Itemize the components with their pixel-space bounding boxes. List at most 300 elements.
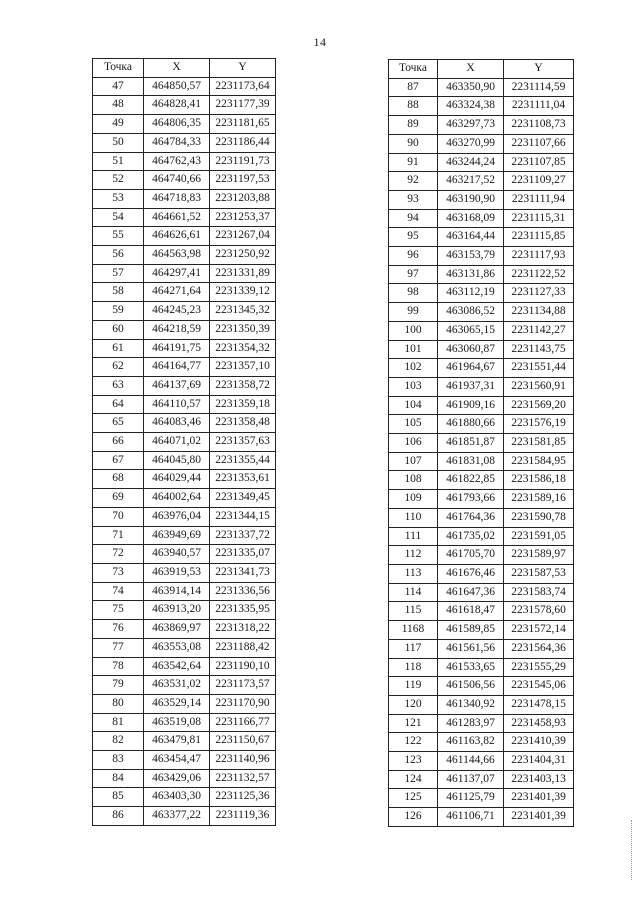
- table-row: [389, 247, 574, 266]
- x-cell: 463542,64: [144, 657, 210, 676]
- y-cell: 2231181,65: [210, 115, 276, 134]
- point-cell: 87: [389, 78, 438, 97]
- x-cell: 463190,90: [438, 190, 504, 209]
- y-cell: 2231188,42: [210, 638, 276, 657]
- x-cell: 463429,06: [144, 769, 210, 788]
- point-cell: 77: [93, 638, 144, 657]
- x-cell: 464784,33: [144, 133, 210, 152]
- table-row: [93, 563, 276, 582]
- table-row: [93, 433, 276, 452]
- y-cell: 2231253,37: [210, 208, 276, 227]
- x-cell: 464191,75: [144, 339, 210, 358]
- x-cell: 461880,66: [438, 415, 504, 434]
- x-cell: 464245,23: [144, 302, 210, 321]
- x-cell: 461137,07: [438, 770, 504, 789]
- y-cell: 2231109,27: [504, 172, 574, 191]
- x-cell: 463553,08: [144, 638, 210, 657]
- y-cell: 2231335,07: [210, 545, 276, 564]
- point-cell: 61: [93, 339, 144, 358]
- y-cell: 2231359,18: [210, 395, 276, 414]
- point-cell: 80: [93, 694, 144, 713]
- scan-edge-marks: [631, 820, 634, 880]
- x-cell: 464164,77: [144, 358, 210, 377]
- x-cell: 464083,46: [144, 414, 210, 433]
- table-row: [93, 638, 276, 657]
- table-row: [389, 789, 574, 808]
- y-cell: 2231134,88: [504, 303, 574, 322]
- table-row: [389, 359, 574, 378]
- point-cell: 111: [389, 527, 438, 546]
- y-cell: 2231591,05: [504, 527, 574, 546]
- point-cell: 78: [93, 657, 144, 676]
- x-cell: 463869,97: [144, 620, 210, 639]
- x-cell: 463270,99: [438, 134, 504, 153]
- table-row: [93, 451, 276, 470]
- x-cell: 463454,47: [144, 751, 210, 770]
- table-row: [389, 564, 574, 583]
- table-row: [93, 77, 276, 96]
- table-row: [389, 639, 574, 658]
- table-row: [389, 377, 574, 396]
- table-row: [389, 452, 574, 471]
- y-cell: 2231410,39: [504, 733, 574, 752]
- y-cell: 2231357,63: [210, 433, 276, 452]
- table-row: [389, 490, 574, 509]
- table-row: [389, 714, 574, 733]
- y-cell: 2231173,57: [210, 676, 276, 695]
- point-cell: 59: [93, 302, 144, 321]
- point-cell: 94: [389, 209, 438, 228]
- table-row: [93, 376, 276, 395]
- table-row: [93, 339, 276, 358]
- point-cell: 51: [93, 152, 144, 171]
- header-y: Y: [210, 59, 276, 78]
- point-cell: 76: [93, 620, 144, 639]
- y-cell: 2231335,95: [210, 601, 276, 620]
- y-cell: 2231318,22: [210, 620, 276, 639]
- point-cell: 73: [93, 563, 144, 582]
- table-row: [93, 657, 276, 676]
- x-cell: 464828,41: [144, 96, 210, 115]
- point-cell: 60: [93, 320, 144, 339]
- x-cell: 463529,14: [144, 694, 210, 713]
- point-cell: 86: [93, 807, 144, 826]
- point-cell: 101: [389, 340, 438, 359]
- table-row: [93, 283, 276, 302]
- x-cell: 464563,98: [144, 246, 210, 265]
- point-cell: 110: [389, 508, 438, 527]
- table-row: [93, 489, 276, 508]
- coordinates-table-left: [92, 58, 276, 826]
- table-row: [93, 171, 276, 190]
- point-cell: 124: [389, 770, 438, 789]
- y-cell: 2231115,31: [504, 209, 574, 228]
- y-cell: 2231191,73: [210, 152, 276, 171]
- table-row: [93, 507, 276, 526]
- table-row: [93, 545, 276, 564]
- y-cell: 2231584,95: [504, 452, 574, 471]
- x-cell: 461937,31: [438, 377, 504, 396]
- point-cell: 95: [389, 228, 438, 247]
- y-cell: 2231357,10: [210, 358, 276, 377]
- table-row: [389, 527, 574, 546]
- point-cell: 74: [93, 582, 144, 601]
- point-cell: 62: [93, 358, 144, 377]
- x-cell: 461822,85: [438, 471, 504, 490]
- table-row: [389, 153, 574, 172]
- table-row: [93, 264, 276, 283]
- table-row: [93, 227, 276, 246]
- x-cell: 461831,08: [438, 452, 504, 471]
- table-row: [389, 265, 574, 284]
- x-cell: 463086,52: [438, 303, 504, 322]
- y-cell: 2231589,97: [504, 546, 574, 565]
- point-cell: 83: [93, 751, 144, 770]
- point-cell: 109: [389, 490, 438, 509]
- header-x: X: [144, 59, 210, 78]
- table-row: [93, 320, 276, 339]
- y-cell: 2231132,57: [210, 769, 276, 788]
- y-cell: 2231349,45: [210, 489, 276, 508]
- x-cell: 461851,87: [438, 434, 504, 453]
- table-row: [389, 434, 574, 453]
- point-cell: 1168: [389, 621, 438, 640]
- x-cell: 463919,53: [144, 563, 210, 582]
- x-cell: 461909,16: [438, 396, 504, 415]
- point-cell: 100: [389, 321, 438, 340]
- point-cell: 84: [93, 769, 144, 788]
- x-cell: 463060,87: [438, 340, 504, 359]
- y-cell: 2231170,90: [210, 694, 276, 713]
- x-cell: 463324,38: [438, 97, 504, 116]
- point-cell: 120: [389, 695, 438, 714]
- x-cell: 464850,57: [144, 77, 210, 96]
- point-cell: 67: [93, 451, 144, 470]
- table-row: [389, 97, 574, 116]
- y-cell: 2231478,15: [504, 695, 574, 714]
- x-cell: 463914,14: [144, 582, 210, 601]
- y-cell: 2231345,32: [210, 302, 276, 321]
- table-row: [93, 414, 276, 433]
- x-cell: 464806,35: [144, 115, 210, 134]
- y-cell: 2231589,16: [504, 490, 574, 509]
- x-cell: 461705,70: [438, 546, 504, 565]
- table-row: [93, 152, 276, 171]
- point-cell: 107: [389, 452, 438, 471]
- x-cell: 463065,15: [438, 321, 504, 340]
- x-cell: 463244,24: [438, 153, 504, 172]
- point-cell: 50: [93, 133, 144, 152]
- point-cell: 121: [389, 714, 438, 733]
- table-row: [389, 321, 574, 340]
- table-row: [389, 340, 574, 359]
- y-cell: 2231186,44: [210, 133, 276, 152]
- x-cell: 463350,90: [438, 78, 504, 97]
- y-cell: 2231583,74: [504, 583, 574, 602]
- point-cell: 72: [93, 545, 144, 564]
- table-row: [389, 808, 574, 827]
- table-row: [93, 751, 276, 770]
- point-cell: 49: [93, 115, 144, 134]
- point-cell: 54: [93, 208, 144, 227]
- table-row: [389, 546, 574, 565]
- point-cell: 96: [389, 247, 438, 266]
- y-cell: 2231353,61: [210, 470, 276, 489]
- x-cell: 461106,71: [438, 808, 504, 827]
- table-row: [389, 471, 574, 490]
- y-cell: 2231250,92: [210, 246, 276, 265]
- y-cell: 2231354,32: [210, 339, 276, 358]
- point-cell: 63: [93, 376, 144, 395]
- table-row: [93, 713, 276, 732]
- point-cell: 112: [389, 546, 438, 565]
- x-cell: 461793,66: [438, 490, 504, 509]
- table-row: [93, 807, 276, 826]
- y-cell: 2231150,67: [210, 732, 276, 751]
- point-cell: 98: [389, 284, 438, 303]
- x-cell: 463112,19: [438, 284, 504, 303]
- table-row: [93, 470, 276, 489]
- table-row: [93, 526, 276, 545]
- y-cell: 2231590,78: [504, 508, 574, 527]
- point-cell: 114: [389, 583, 438, 602]
- x-cell: 461163,82: [438, 733, 504, 752]
- y-cell: 2231401,39: [504, 789, 574, 808]
- y-cell: 2231108,73: [504, 116, 574, 135]
- point-cell: 104: [389, 396, 438, 415]
- coordinates-table-right: [388, 59, 574, 827]
- x-cell: 463297,73: [438, 116, 504, 135]
- x-cell: 463131,86: [438, 265, 504, 284]
- table-row: [93, 732, 276, 751]
- point-cell: 89: [389, 116, 438, 135]
- y-cell: 2231555,29: [504, 658, 574, 677]
- x-cell: 461561,56: [438, 639, 504, 658]
- table-row: [93, 115, 276, 134]
- table-row: [389, 695, 574, 714]
- table-row: [93, 358, 276, 377]
- point-cell: 122: [389, 733, 438, 752]
- y-cell: 2231166,77: [210, 713, 276, 732]
- point-cell: 85: [93, 788, 144, 807]
- y-cell: 2231107,66: [504, 134, 574, 153]
- y-cell: 2231344,15: [210, 507, 276, 526]
- x-cell: 463976,04: [144, 507, 210, 526]
- point-cell: 68: [93, 470, 144, 489]
- y-cell: 2231401,39: [504, 808, 574, 827]
- y-cell: 2231122,52: [504, 265, 574, 284]
- point-cell: 102: [389, 359, 438, 378]
- x-cell: 463217,52: [438, 172, 504, 191]
- x-cell: 463153,79: [438, 247, 504, 266]
- table-header-row: [389, 60, 574, 79]
- point-cell: 108: [389, 471, 438, 490]
- x-cell: 461125,79: [438, 789, 504, 808]
- point-cell: 123: [389, 752, 438, 771]
- x-cell: 464626,61: [144, 227, 210, 246]
- y-cell: 2231576,19: [504, 415, 574, 434]
- x-cell: 461283,97: [438, 714, 504, 733]
- point-cell: 75: [93, 601, 144, 620]
- point-cell: 93: [389, 190, 438, 209]
- y-cell: 2231581,85: [504, 434, 574, 453]
- x-cell: 461764,36: [438, 508, 504, 527]
- header-point: Точка: [93, 59, 144, 78]
- y-cell: 2231350,39: [210, 320, 276, 339]
- table-row: [389, 770, 574, 789]
- y-cell: 2231560,91: [504, 377, 574, 396]
- y-cell: 2231336,56: [210, 582, 276, 601]
- point-cell: 105: [389, 415, 438, 434]
- x-cell: 463913,20: [144, 601, 210, 620]
- y-cell: 2231337,72: [210, 526, 276, 545]
- point-cell: 91: [389, 153, 438, 172]
- point-cell: 53: [93, 189, 144, 208]
- table-row: [389, 172, 574, 191]
- y-cell: 2231578,60: [504, 602, 574, 621]
- point-cell: 48: [93, 96, 144, 115]
- y-cell: 2231107,85: [504, 153, 574, 172]
- table-row: [389, 190, 574, 209]
- x-cell: 464762,43: [144, 152, 210, 171]
- x-cell: 463949,69: [144, 526, 210, 545]
- y-cell: 2231355,44: [210, 451, 276, 470]
- y-cell: 2231142,27: [504, 321, 574, 340]
- point-cell: 113: [389, 564, 438, 583]
- y-cell: 2231143,75: [504, 340, 574, 359]
- y-cell: 2231403,13: [504, 770, 574, 789]
- point-cell: 64: [93, 395, 144, 414]
- point-cell: 69: [93, 489, 144, 508]
- y-cell: 2231117,93: [504, 247, 574, 266]
- y-cell: 2231404,31: [504, 752, 574, 771]
- y-cell: 2231586,18: [504, 471, 574, 490]
- x-cell: 464271,64: [144, 283, 210, 302]
- y-cell: 2231572,14: [504, 621, 574, 640]
- x-cell: 464110,57: [144, 395, 210, 414]
- point-cell: 56: [93, 246, 144, 265]
- x-cell: 461735,02: [438, 527, 504, 546]
- y-cell: 2231127,33: [504, 284, 574, 303]
- y-cell: 2231358,48: [210, 414, 276, 433]
- table-row: [389, 677, 574, 696]
- x-cell: 464071,02: [144, 433, 210, 452]
- x-cell: 461533,65: [438, 658, 504, 677]
- table-row: [93, 189, 276, 208]
- table-row: [389, 78, 574, 97]
- point-cell: 115: [389, 602, 438, 621]
- y-cell: 2231125,36: [210, 788, 276, 807]
- x-cell: 463479,81: [144, 732, 210, 751]
- point-cell: 70: [93, 507, 144, 526]
- x-cell: 461144,66: [438, 752, 504, 771]
- point-cell: 55: [93, 227, 144, 246]
- y-cell: 2231173,64: [210, 77, 276, 96]
- table-row: [389, 396, 574, 415]
- table-row: [93, 769, 276, 788]
- x-cell: 461676,46: [438, 564, 504, 583]
- y-cell: 2231119,36: [210, 807, 276, 826]
- point-cell: 126: [389, 808, 438, 827]
- table-row: [93, 395, 276, 414]
- y-cell: 2231140,96: [210, 751, 276, 770]
- x-cell: 461964,67: [438, 359, 504, 378]
- x-cell: 463168,09: [438, 209, 504, 228]
- x-cell: 464297,41: [144, 264, 210, 283]
- page-number: 14: [313, 35, 327, 49]
- y-cell: 2231458,93: [504, 714, 574, 733]
- x-cell: 463403,30: [144, 788, 210, 807]
- table-row: [389, 658, 574, 677]
- table-row: [389, 303, 574, 322]
- point-cell: 66: [93, 433, 144, 452]
- header-point: Точка: [389, 60, 438, 79]
- table-row: [93, 788, 276, 807]
- x-cell: 461589,85: [438, 621, 504, 640]
- header-y: Y: [504, 60, 574, 79]
- y-cell: 2231339,12: [210, 283, 276, 302]
- table-row: [389, 621, 574, 640]
- point-cell: 81: [93, 713, 144, 732]
- table-row: [389, 415, 574, 434]
- point-cell: 99: [389, 303, 438, 322]
- point-cell: 57: [93, 264, 144, 283]
- table-row: [389, 134, 574, 153]
- table-row: [93, 694, 276, 713]
- table-row: [389, 733, 574, 752]
- point-cell: 65: [93, 414, 144, 433]
- y-cell: 2231115,85: [504, 228, 574, 247]
- table-row: [93, 302, 276, 321]
- table-row: [389, 228, 574, 247]
- y-cell: 2231114,59: [504, 78, 574, 97]
- x-cell: 461506,56: [438, 677, 504, 696]
- y-cell: 2231358,72: [210, 376, 276, 395]
- table-row: [389, 209, 574, 228]
- point-cell: 88: [389, 97, 438, 116]
- y-cell: 2231341,73: [210, 563, 276, 582]
- y-cell: 2231190,10: [210, 657, 276, 676]
- x-cell: 461340,92: [438, 695, 504, 714]
- y-cell: 2231197,53: [210, 171, 276, 190]
- table-header-row: [93, 59, 276, 78]
- y-cell: 2231551,44: [504, 359, 574, 378]
- point-cell: 47: [93, 77, 144, 96]
- table-row: [93, 601, 276, 620]
- point-cell: 82: [93, 732, 144, 751]
- x-cell: 461647,36: [438, 583, 504, 602]
- y-cell: 2231177,39: [210, 96, 276, 115]
- table-row: [389, 602, 574, 621]
- table-row: [389, 508, 574, 527]
- y-cell: 2231111,94: [504, 190, 574, 209]
- table-row: [93, 246, 276, 265]
- point-cell: 125: [389, 789, 438, 808]
- y-cell: 2231267,04: [210, 227, 276, 246]
- table-row: [93, 676, 276, 695]
- x-cell: 464661,52: [144, 208, 210, 227]
- y-cell: 2231545,06: [504, 677, 574, 696]
- x-cell: 463377,22: [144, 807, 210, 826]
- x-cell: 464045,80: [144, 451, 210, 470]
- x-cell: 463531,02: [144, 676, 210, 695]
- table-row: [93, 133, 276, 152]
- table-row: [93, 96, 276, 115]
- table-row: [389, 284, 574, 303]
- table-row: [93, 582, 276, 601]
- x-cell: 464002,64: [144, 489, 210, 508]
- x-cell: 464218,59: [144, 320, 210, 339]
